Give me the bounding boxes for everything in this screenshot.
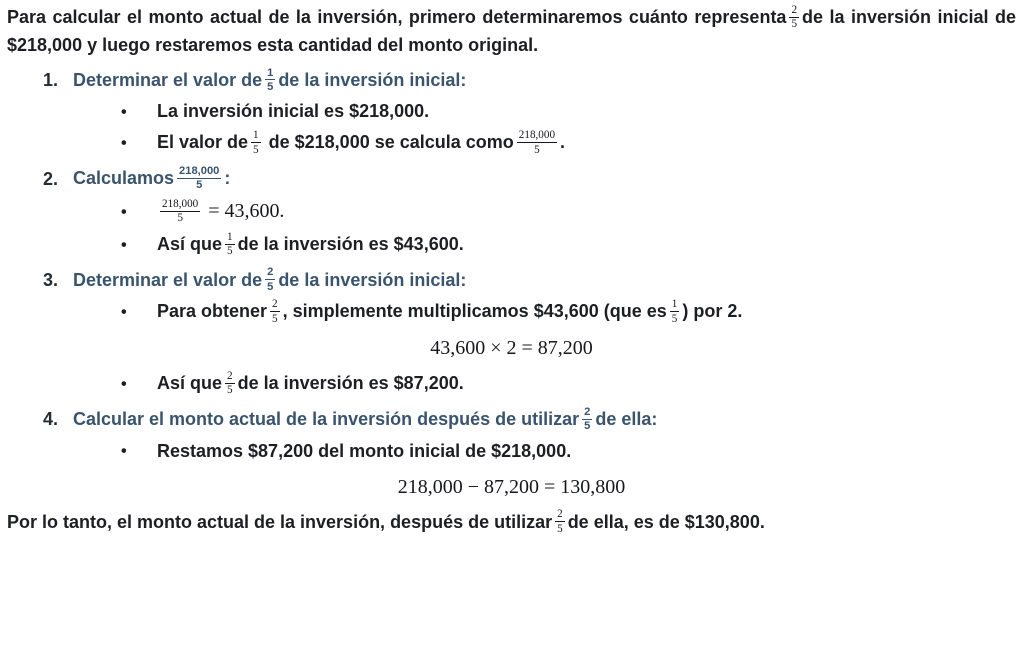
text-run: de la inversión inicial: bbox=[278, 69, 467, 90]
bullet-text bbox=[157, 197, 1016, 227]
fraction-denominator: 5 bbox=[227, 245, 233, 258]
bullet-icon: • bbox=[121, 303, 127, 322]
fraction bbox=[670, 298, 680, 325]
step-heading bbox=[7, 406, 1016, 434]
fraction bbox=[270, 298, 280, 325]
fraction-denominator: 5 bbox=[267, 280, 274, 293]
bullet-item bbox=[121, 197, 1016, 227]
fraction bbox=[177, 165, 221, 192]
bullet-icon: • bbox=[121, 235, 127, 254]
conclusion-paragraph bbox=[7, 509, 1016, 537]
step-number: 1. bbox=[43, 70, 59, 91]
fraction-denominator: 5 bbox=[196, 179, 203, 192]
text-run: Para obtener bbox=[157, 301, 268, 322]
fraction-numerator: 218,000 bbox=[518, 129, 556, 142]
math-run: = 43,600. bbox=[203, 199, 285, 222]
fraction-denominator: 5 bbox=[791, 18, 798, 31]
text-run: de la inversión inicial: bbox=[278, 269, 467, 290]
fraction bbox=[582, 406, 592, 433]
fraction bbox=[225, 231, 235, 258]
fraction-numerator: 2 bbox=[557, 508, 563, 521]
step-item bbox=[7, 406, 1016, 502]
fraction bbox=[160, 198, 200, 225]
steps-list bbox=[7, 67, 1016, 502]
fraction-numerator: 2 bbox=[584, 405, 591, 418]
step-number: 4. bbox=[43, 409, 59, 430]
fraction bbox=[225, 370, 235, 397]
bullet-item bbox=[121, 129, 1016, 157]
fraction bbox=[251, 129, 261, 156]
text-run: Por lo tanto, el monto actual de la inversión, después de utilizar bbox=[7, 511, 553, 532]
fraction-denominator: 5 bbox=[534, 143, 540, 156]
fraction bbox=[555, 508, 565, 535]
display-equation: 43,600 × 2 = 87,200 bbox=[430, 337, 593, 360]
text-run: , simplemente multiplicamos $43,600 (que es bbox=[282, 301, 667, 322]
step-heading bbox=[7, 165, 1016, 193]
fraction bbox=[517, 129, 557, 156]
text-run: de $218,000 se calcula como bbox=[263, 132, 514, 153]
bullet-text bbox=[157, 98, 1016, 125]
fraction-denominator: 5 bbox=[671, 312, 678, 325]
text-run: La inversión inicial es $218,000. bbox=[157, 101, 430, 122]
bullet-item bbox=[121, 231, 1016, 259]
step-title bbox=[73, 406, 1016, 434]
text-run: de la inversión es $87,200. bbox=[237, 373, 464, 394]
step-title bbox=[73, 67, 1016, 95]
text-run: Restamos $87,200 del monto inicial de $218,000. bbox=[157, 440, 572, 461]
text-run: Determinar el valor de bbox=[73, 269, 263, 290]
bullet-item bbox=[121, 438, 1016, 465]
step-heading bbox=[7, 267, 1016, 295]
text-run: de ella, es de $130,800. bbox=[567, 511, 765, 532]
bullet-text bbox=[157, 438, 1016, 465]
step-item bbox=[7, 165, 1016, 258]
fraction-numerator: 218,000 bbox=[162, 197, 199, 210]
fraction-numerator: 1 bbox=[227, 230, 233, 243]
text-run: Calculamos bbox=[73, 168, 175, 189]
bullet-icon: • bbox=[121, 134, 127, 153]
fraction-denominator: 5 bbox=[177, 212, 183, 225]
fraction-denominator: 5 bbox=[272, 312, 278, 325]
fraction-numerator: 1 bbox=[671, 298, 678, 311]
bullet-text bbox=[157, 129, 1016, 157]
bullet-icon: • bbox=[121, 202, 127, 221]
fraction-denominator: 5 bbox=[267, 80, 274, 93]
bullet-text bbox=[157, 231, 1016, 259]
step-number: 3. bbox=[43, 270, 59, 290]
step-item bbox=[7, 67, 1016, 157]
fraction bbox=[265, 266, 275, 293]
text-run: de ella: bbox=[595, 408, 658, 429]
bullet-text bbox=[157, 298, 1016, 326]
fraction-numerator: 2 bbox=[227, 369, 233, 382]
fraction-numerator: 218,000 bbox=[179, 164, 220, 177]
step-title bbox=[73, 165, 1016, 193]
fraction-denominator: 5 bbox=[557, 522, 563, 535]
fraction-numerator: 2 bbox=[272, 298, 278, 311]
step-item bbox=[7, 267, 1016, 398]
text-run: Así que bbox=[157, 373, 223, 394]
intro-paragraph bbox=[7, 3, 1022, 59]
text-run: : bbox=[224, 168, 231, 189]
fraction-numerator: 2 bbox=[267, 266, 274, 279]
fraction-numerator: 2 bbox=[791, 3, 798, 16]
text-run: ) por 2. bbox=[682, 301, 743, 322]
text-run: El valor de bbox=[157, 132, 249, 153]
text-run: Calcular el monto actual de la inversión después de utilizar bbox=[73, 408, 580, 429]
display-equation: 218,000 − 87,200 = 130,800 bbox=[397, 475, 626, 498]
step-heading bbox=[7, 67, 1016, 95]
bullet-item bbox=[121, 370, 1016, 398]
step-number: 2. bbox=[43, 168, 59, 189]
text-run: Para calcular el monto actual de la inversión, primero determinaremos cuánto representa bbox=[7, 7, 787, 27]
fraction bbox=[265, 67, 275, 94]
bullet-icon: • bbox=[121, 441, 127, 460]
step-title bbox=[73, 267, 1016, 295]
bullet-icon: • bbox=[121, 374, 127, 393]
fraction bbox=[789, 4, 799, 31]
bullet-item bbox=[121, 98, 1016, 125]
fraction-numerator: 1 bbox=[267, 66, 274, 79]
bullet-item bbox=[121, 298, 1016, 326]
text-run: Determinar el valor de bbox=[73, 69, 263, 90]
bullet-text bbox=[157, 370, 1016, 398]
text-run: Así que bbox=[157, 233, 223, 254]
text-run: . bbox=[560, 132, 566, 153]
fraction-denominator: 5 bbox=[253, 143, 259, 156]
fraction-numerator: 1 bbox=[253, 129, 259, 142]
fraction-denominator: 5 bbox=[227, 384, 233, 397]
bullet-icon: • bbox=[121, 102, 127, 121]
text-run: de la inversión inicial de $218,000 y luego restaremos esta cantidad del monto original. bbox=[7, 7, 1022, 55]
text-run: de la inversión es $43,600. bbox=[237, 233, 464, 254]
fraction-denominator: 5 bbox=[584, 420, 591, 433]
